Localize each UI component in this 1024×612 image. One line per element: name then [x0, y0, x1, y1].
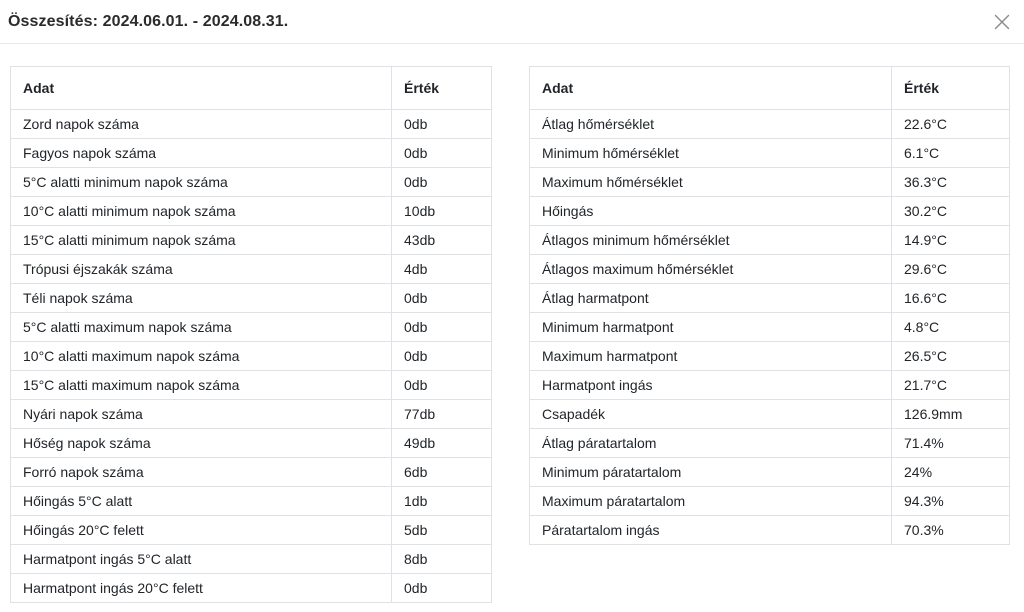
row-label: Minimum hőmérséklet [530, 139, 892, 168]
row-label: Harmatpont ingás 20°C felett [11, 574, 392, 603]
row-label: Nyári napok száma [11, 400, 392, 429]
row-value: 71.4% [892, 429, 1010, 458]
table-row [11, 313, 492, 342]
row-value: 94.3% [892, 487, 1010, 516]
table-row [530, 139, 1010, 168]
row-value: 4db [392, 255, 492, 284]
day-counts-table-body [11, 110, 492, 603]
row-label: 5°C alatti minimum napok száma [11, 168, 392, 197]
row-value: 24% [892, 458, 1010, 487]
row-label: Maximum harmatpont [530, 342, 892, 371]
close-button[interactable] [990, 10, 1014, 34]
row-label: Átlagos minimum hőmérséklet [530, 226, 892, 255]
row-value: 0db [392, 574, 492, 603]
row-label: Átlag harmatpont [530, 284, 892, 313]
table-row [11, 197, 492, 226]
climate-stats-table-head [530, 67, 1010, 110]
climate-stats-table-body [530, 110, 1010, 545]
header-row [11, 67, 492, 110]
row-value: 6db [392, 458, 492, 487]
row-value: 0db [392, 139, 492, 168]
dialog-header [0, 0, 1024, 44]
table-row [11, 458, 492, 487]
row-label: Fagyos napok száma [11, 139, 392, 168]
row-value: 26.5°C [892, 342, 1010, 371]
row-value: 43db [392, 226, 492, 255]
table-row [530, 487, 1010, 516]
row-value: 77db [392, 400, 492, 429]
table-row [11, 139, 492, 168]
row-label: 10°C alatti maximum napok száma [11, 342, 392, 371]
table-row [530, 110, 1010, 139]
row-label: Hőingás 5°C alatt [11, 487, 392, 516]
table-row [11, 110, 492, 139]
row-label: Maximum hőmérséklet [530, 168, 892, 197]
header-row [530, 67, 1010, 110]
column-header-ertek: Érték [892, 67, 1010, 110]
row-label: Átlag hőmérséklet [530, 110, 892, 139]
table-row [11, 226, 492, 255]
table-row [530, 342, 1010, 371]
row-label: Hőingás [530, 197, 892, 226]
table-row [11, 400, 492, 429]
row-label: 15°C alatti minimum napok száma [11, 226, 392, 255]
table-row [530, 400, 1010, 429]
table-row [11, 284, 492, 313]
row-label: 10°C alatti minimum napok száma [11, 197, 392, 226]
table-row [530, 458, 1010, 487]
table-row [530, 516, 1010, 545]
table-row [11, 371, 492, 400]
row-value: 126.9mm [892, 400, 1010, 429]
column-header-adat: Adat [530, 67, 892, 110]
table-row [11, 516, 492, 545]
row-label: Minimum páratartalom [530, 458, 892, 487]
dialog-title: Összesítés: 2024.06.01. - 2024.08.31. [8, 12, 289, 30]
row-value: 4.8°C [892, 313, 1010, 342]
table-row [11, 574, 492, 603]
table-row [530, 313, 1010, 342]
column-header-ertek: Érték [392, 67, 492, 110]
day-counts-table [10, 66, 492, 603]
table-row [530, 371, 1010, 400]
row-label: Átlag páratartalom [530, 429, 892, 458]
row-value: 21.7°C [892, 371, 1010, 400]
row-label: Maximum páratartalom [530, 487, 892, 516]
row-value: 10db [392, 197, 492, 226]
row-value: 70.3% [892, 516, 1010, 545]
row-value: 0db [392, 371, 492, 400]
column-header-adat: Adat [11, 67, 392, 110]
row-label: Harmatpont ingás 5°C alatt [11, 545, 392, 574]
row-value: 0db [392, 313, 492, 342]
row-value: 49db [392, 429, 492, 458]
table-row [530, 226, 1010, 255]
row-value: 16.6°C [892, 284, 1010, 313]
row-value: 22.6°C [892, 110, 1010, 139]
row-label: 5°C alatti maximum napok száma [11, 313, 392, 342]
row-label: Zord napok száma [11, 110, 392, 139]
row-label: Trópusi éjszakák száma [11, 255, 392, 284]
day-counts-table-head [11, 67, 492, 110]
row-label: 15°C alatti maximum napok száma [11, 371, 392, 400]
row-label: Hőingás 20°C felett [11, 516, 392, 545]
row-value: 29.6°C [892, 255, 1010, 284]
row-value: 8db [392, 545, 492, 574]
table-row [11, 545, 492, 574]
row-value: 0db [392, 168, 492, 197]
row-value: 1db [392, 487, 492, 516]
close-icon [992, 12, 1012, 32]
row-value: 0db [392, 342, 492, 371]
table-row [530, 284, 1010, 313]
row-label: Átlagos maximum hőmérséklet [530, 255, 892, 284]
dialog-content [0, 44, 1024, 603]
table-row [11, 342, 492, 371]
row-value: 6.1°C [892, 139, 1010, 168]
row-label: Forró napok száma [11, 458, 392, 487]
table-row [11, 168, 492, 197]
row-value: 0db [392, 284, 492, 313]
table-row [530, 255, 1010, 284]
table-row [530, 429, 1010, 458]
row-label: Harmatpont ingás [530, 371, 892, 400]
row-value: 0db [392, 110, 492, 139]
table-row [530, 197, 1010, 226]
row-value: 30.2°C [892, 197, 1010, 226]
row-label: Hőség napok száma [11, 429, 392, 458]
row-label: Minimum harmatpont [530, 313, 892, 342]
row-value: 5db [392, 516, 492, 545]
row-label: Csapadék [530, 400, 892, 429]
table-row [11, 255, 492, 284]
row-label: Páratartalom ingás [530, 516, 892, 545]
row-value: 36.3°C [892, 168, 1010, 197]
row-label: Téli napok száma [11, 284, 392, 313]
table-row [11, 429, 492, 458]
table-row [530, 168, 1010, 197]
climate-stats-table [529, 66, 1010, 545]
row-value: 14.9°C [892, 226, 1010, 255]
table-row [11, 487, 492, 516]
